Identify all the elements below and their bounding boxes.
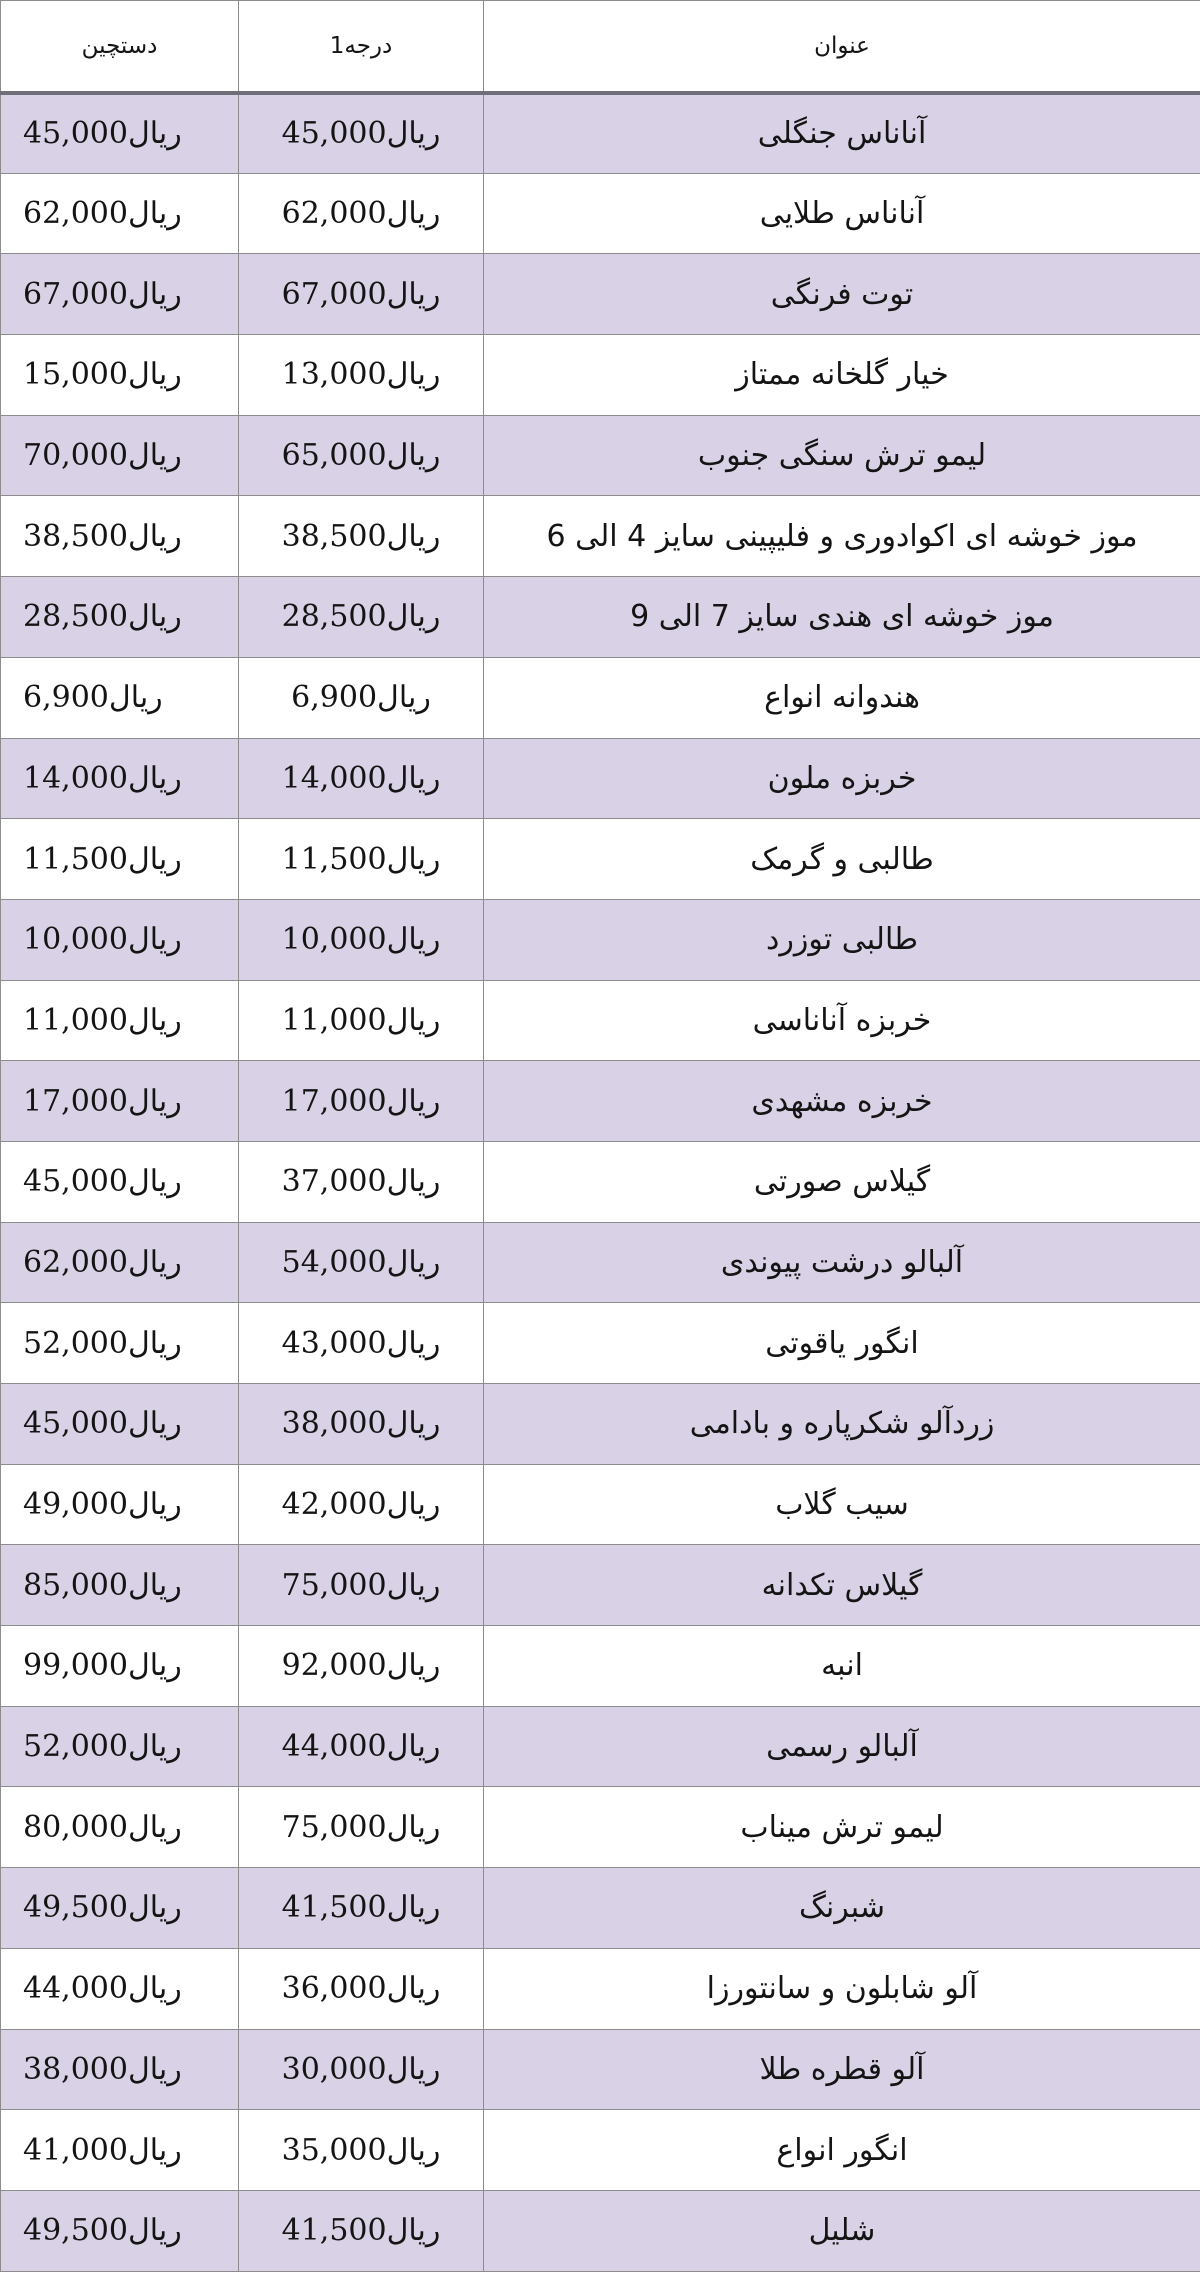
table-row: [1, 415, 1200, 496]
grade1-price-cell: 54,000ریال: [239, 1222, 484, 1303]
table-row: [1, 2190, 1200, 2271]
deskpin-price-cell: 14,000ریال: [1, 738, 239, 819]
deskpin-price-cell: 6,900ریال: [1, 657, 239, 738]
grade1-price-cell: 67,000ریال: [239, 254, 484, 335]
product-title-cell: لیمو ترش سنگی جنوب: [484, 415, 1200, 496]
product-title-cell: گیلاس تکدانه: [484, 1545, 1200, 1626]
deskpin-price-cell: 17,000ریال: [1, 1061, 239, 1142]
product-title-cell: موز خوشه ای هندی سایز 7 الی 9: [484, 577, 1200, 658]
deskpin-price-cell: 44,000ریال: [1, 1948, 239, 2029]
table-row: [1, 899, 1200, 980]
product-title-cell: هندوانه انواع: [484, 657, 1200, 738]
product-title-cell: لیمو ترش میناب: [484, 1787, 1200, 1868]
grade1-price-cell: 11,000ریال: [239, 980, 484, 1061]
grade1-price-cell: 14,000ریال: [239, 738, 484, 819]
deskpin-price-cell: 49,000ریال: [1, 1464, 239, 1545]
grade1-price-cell: 41,500ریال: [239, 2190, 484, 2271]
deskpin-price-cell: 80,000ریال: [1, 1787, 239, 1868]
grade1-price-cell: 62,000ریال: [239, 173, 484, 254]
table-row: [1, 1626, 1200, 1707]
grade1-price-cell: 11,500ریال: [239, 819, 484, 900]
deskpin-price-cell: 62,000ریال: [1, 173, 239, 254]
table-row: [1, 2029, 1200, 2110]
product-title-cell: گیلاس صورتی: [484, 1141, 1200, 1222]
deskpin-price-cell: 10,000ریال: [1, 899, 239, 980]
product-title-cell: آلو قطره طلا: [484, 2029, 1200, 2110]
product-title-cell: خربزه ملون: [484, 738, 1200, 819]
table-row: [1, 93, 1200, 174]
table-row: [1, 980, 1200, 1061]
table-row: [1, 1787, 1200, 1868]
deskpin-price-cell: 52,000ریال: [1, 1303, 239, 1384]
grade1-price-cell: 92,000ریال: [239, 1626, 484, 1707]
table-row: [1, 1303, 1200, 1384]
table-header: [1, 1, 1200, 93]
table-row: [1, 1545, 1200, 1626]
header-row: [1, 1, 1200, 93]
deskpin-price-cell: 99,000ریال: [1, 1626, 239, 1707]
product-title-cell: آلبالو درشت پیوندی: [484, 1222, 1200, 1303]
product-title-cell: آلو شابلون و سانتورزا: [484, 1948, 1200, 2029]
product-title-cell: انگور یاقوتی: [484, 1303, 1200, 1384]
grade1-price-cell: 38,000ریال: [239, 1384, 484, 1465]
grade1-price-cell: 42,000ریال: [239, 1464, 484, 1545]
table-row: [1, 1464, 1200, 1545]
product-title-cell: انگور انواع: [484, 2110, 1200, 2191]
deskpin-price-cell: 45,000ریال: [1, 1141, 239, 1222]
grade1-price-cell: 44,000ریال: [239, 1706, 484, 1787]
grade1-price-cell: 75,000ریال: [239, 1787, 484, 1868]
product-title-cell: خربزه مشهدی: [484, 1061, 1200, 1142]
deskpin-price-cell: 11,500ریال: [1, 819, 239, 900]
deskpin-price-cell: 49,500ریال: [1, 2190, 239, 2271]
grade1-price-cell: 28,500ریال: [239, 577, 484, 658]
table-row: [1, 1868, 1200, 1949]
table-row: [1, 819, 1200, 900]
deskpin-price-cell: 67,000ریال: [1, 254, 239, 335]
table-row: [1, 335, 1200, 416]
table-row: [1, 173, 1200, 254]
deskpin-price-cell: 38,500ریال: [1, 496, 239, 577]
product-title-cell: طالبی توزرد: [484, 899, 1200, 980]
product-title-cell: موز خوشه ای اکوادوری و فلیپینی سایز 4 الی 6: [484, 496, 1200, 577]
table-row: [1, 496, 1200, 577]
deskpin-price-cell: 85,000ریال: [1, 1545, 239, 1626]
table-row: [1, 1706, 1200, 1787]
product-title-cell: آناناس جنگلی: [484, 93, 1200, 174]
grade1-price-cell: 43,000ریال: [239, 1303, 484, 1384]
grade1-price-cell: 6,900ریال: [239, 657, 484, 738]
table-row: [1, 1222, 1200, 1303]
grade1-price-cell: 35,000ریال: [239, 2110, 484, 2191]
grade1-price-cell: 45,000ریال: [239, 93, 484, 174]
deskpin-price-cell: 38,000ریال: [1, 2029, 239, 2110]
product-title-cell: شبرنگ: [484, 1868, 1200, 1949]
table-row: [1, 1141, 1200, 1222]
grade1-price-cell: 65,000ریال: [239, 415, 484, 496]
grade1-price-cell: 37,000ریال: [239, 1141, 484, 1222]
table-row: [1, 657, 1200, 738]
product-title-cell: آلبالو رسمی: [484, 1706, 1200, 1787]
grade1-price-cell: 36,000ریال: [239, 1948, 484, 2029]
deskpin-price-cell: 41,000ریال: [1, 2110, 239, 2191]
deskpin-price-cell: 45,000ریال: [1, 1384, 239, 1465]
deskpin-price-cell: 45,000ریال: [1, 93, 239, 174]
grade1-price-cell: 38,500ریال: [239, 496, 484, 577]
product-title-cell: سیب گلاب: [484, 1464, 1200, 1545]
deskpin-price-cell: 15,000ریال: [1, 335, 239, 416]
deskpin-price-cell: 11,000ریال: [1, 980, 239, 1061]
product-title-cell: آناناس طلایی: [484, 173, 1200, 254]
product-title-cell: خربزه آناناسی: [484, 980, 1200, 1061]
table-row: [1, 1948, 1200, 2029]
product-title-cell: توت فرنگی: [484, 254, 1200, 335]
header-grade1: درجه1: [239, 1, 484, 93]
grade1-price-cell: 17,000ریال: [239, 1061, 484, 1142]
table-row: [1, 577, 1200, 658]
deskpin-price-cell: 70,000ریال: [1, 415, 239, 496]
product-title-cell: زردآلو شکرپاره و بادامی: [484, 1384, 1200, 1465]
grade1-price-cell: 75,000ریال: [239, 1545, 484, 1626]
grade1-price-cell: 13,000ریال: [239, 335, 484, 416]
product-title-cell: انبه: [484, 1626, 1200, 1707]
product-title-cell: خیار گلخانه ممتاز: [484, 335, 1200, 416]
table-row: [1, 1061, 1200, 1142]
product-title-cell: طالبی و گرمک: [484, 819, 1200, 900]
deskpin-price-cell: 52,000ریال: [1, 1706, 239, 1787]
grade1-price-cell: 41,500ریال: [239, 1868, 484, 1949]
grade1-price-cell: 10,000ریال: [239, 899, 484, 980]
product-title-cell: شلیل: [484, 2190, 1200, 2271]
table-body: [1, 93, 1200, 2272]
table-row: [1, 254, 1200, 335]
table-row: [1, 2110, 1200, 2191]
grade1-price-cell: 30,000ریال: [239, 2029, 484, 2110]
table-row: [1, 738, 1200, 819]
deskpin-price-cell: 28,500ریال: [1, 577, 239, 658]
deskpin-price-cell: 49,500ریال: [1, 1868, 239, 1949]
deskpin-price-cell: 62,000ریال: [1, 1222, 239, 1303]
table-row: [1, 1384, 1200, 1465]
header-title: عنوان: [484, 1, 1200, 93]
header-deskpin: دستچین: [1, 1, 239, 93]
